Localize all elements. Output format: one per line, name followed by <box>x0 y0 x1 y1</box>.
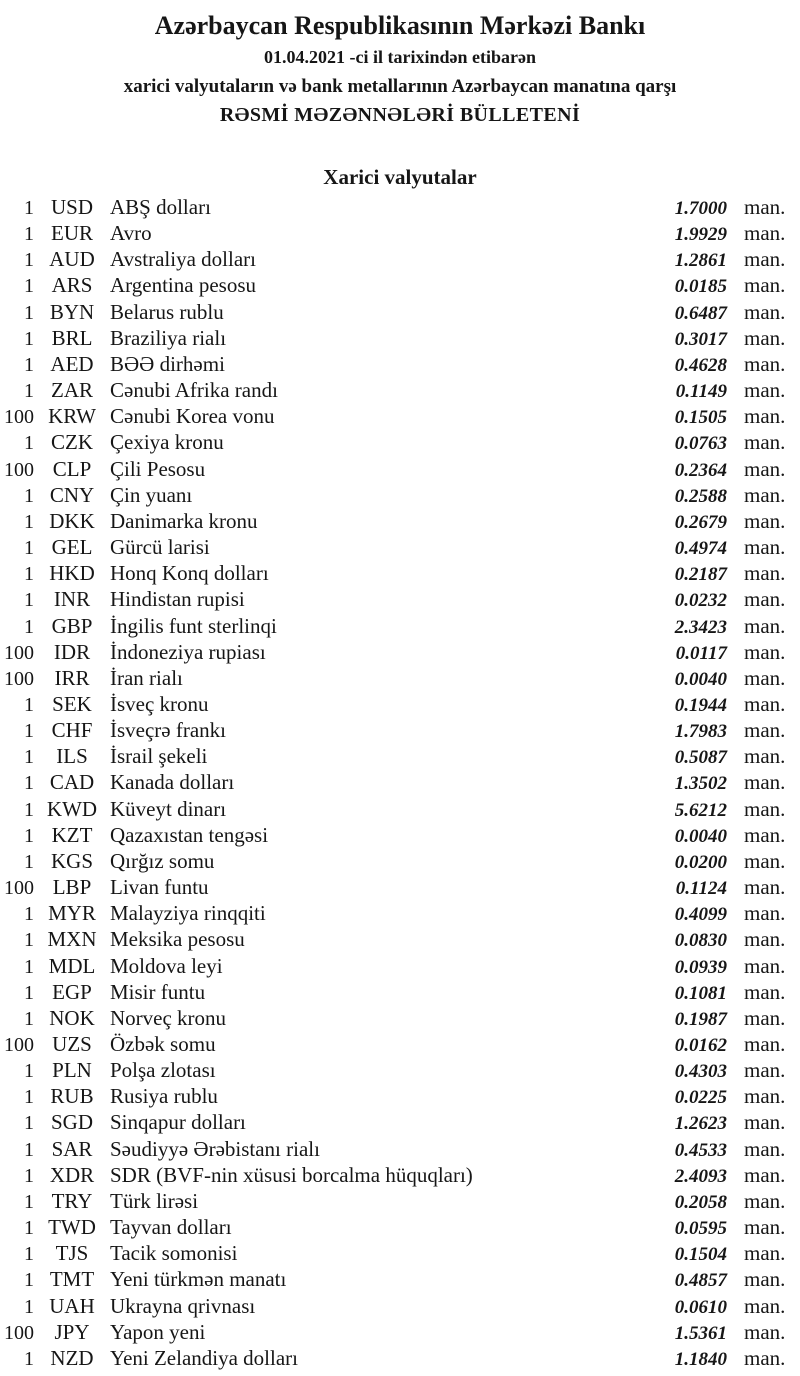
unit-label: man. <box>744 822 786 847</box>
rate-value: 0.0830 <box>674 930 727 952</box>
rate-value: 0.1504 <box>674 1244 727 1266</box>
quantity: 1 <box>24 720 34 743</box>
unit-label: man. <box>744 456 786 481</box>
rate-value: 0.1124 <box>675 878 727 900</box>
currency-name: Honq Konq dolları <box>110 561 269 586</box>
rate-row <box>0 508 800 534</box>
currency-name: Özbək somu <box>110 1032 216 1056</box>
quantity: 1 <box>24 589 34 612</box>
rate-row <box>0 926 800 952</box>
rate-value: 0.1149 <box>675 381 727 403</box>
rate-value: 5.6212 <box>674 799 727 821</box>
currency-code: CHF <box>51 718 93 743</box>
currency-code: DKK <box>49 508 95 533</box>
rate-row <box>0 900 800 926</box>
rate-row <box>0 403 800 429</box>
quantity: 1 <box>24 563 34 586</box>
quantity: 100 <box>4 641 34 664</box>
rate-row <box>0 194 800 220</box>
subject-line: xarici valyutaların və bank metallarının Azərbaycan manatına qarşı <box>123 76 677 97</box>
currency-name: BƏƏ dirhəmi <box>110 351 225 376</box>
currency-name: Meksika pesosu <box>110 927 245 952</box>
effective-date-line: 01.04.2021 -ci il tarixindən etibarən <box>264 47 536 67</box>
rate-value: 0.0939 <box>674 956 727 978</box>
rate-row <box>0 325 800 351</box>
currency-code: TWD <box>48 1215 96 1240</box>
rate-value: 1.3502 <box>674 773 727 795</box>
unit-label: man. <box>744 953 786 978</box>
rate-value: 0.4533 <box>674 1139 727 1161</box>
quantity: 1 <box>24 929 34 952</box>
document-header <box>0 0 800 129</box>
currency-code: KWD <box>46 796 98 821</box>
rate-row <box>0 482 800 508</box>
unit-label: man. <box>744 691 786 716</box>
currency-code: UZS <box>52 1032 92 1056</box>
quantity: 1 <box>24 798 34 821</box>
quantity: 100 <box>4 1321 34 1344</box>
currency-name: Malayziya rinqqiti <box>110 901 266 926</box>
rate-value: 0.3017 <box>674 328 727 350</box>
currency-code: IDR <box>53 639 91 664</box>
currency-name: Yeni türkmən manatı <box>110 1267 287 1292</box>
quantity: 100 <box>4 458 34 481</box>
rate-row <box>0 351 800 377</box>
currency-name: Tayvan dolları <box>110 1215 232 1240</box>
unit-label: man. <box>744 587 786 612</box>
rate-value: 1.7983 <box>674 721 727 743</box>
quantity: 1 <box>24 223 34 246</box>
quantity: 1 <box>24 903 34 926</box>
quantity: 100 <box>4 1034 34 1056</box>
quantity: 1 <box>24 249 34 272</box>
quantity: 1 <box>24 353 34 376</box>
rate-value: 0.0200 <box>674 851 727 873</box>
quantity: 1 <box>24 301 34 324</box>
rate-value: 0.0232 <box>674 590 727 612</box>
currency-name: Ukrayna qrivnası <box>110 1293 256 1318</box>
rate-value: 0.4303 <box>674 1061 727 1083</box>
rate-value: 0.0185 <box>674 276 727 298</box>
unit-label: man. <box>744 665 786 690</box>
unit-label: man. <box>744 1241 786 1266</box>
quantity: 1 <box>24 850 34 873</box>
rate-value: 0.5087 <box>674 747 727 769</box>
rate-row <box>0 979 800 1005</box>
quantity: 1 <box>24 1217 34 1240</box>
unit-label: man. <box>744 796 786 821</box>
rate-row <box>0 560 800 586</box>
quantity: 1 <box>24 1086 34 1109</box>
currency-code: CZK <box>51 430 93 455</box>
rate-row <box>0 874 800 900</box>
currency-name: Livan funtu <box>110 875 209 900</box>
rate-row <box>0 691 800 717</box>
currency-code: ZAR <box>51 378 93 403</box>
currency-name: Küveyt dinarı <box>110 796 227 821</box>
rate-row <box>0 1188 800 1214</box>
quantity: 100 <box>4 877 34 900</box>
unit-label: man. <box>744 299 786 324</box>
quantity: 1 <box>24 510 34 533</box>
unit-label: man. <box>744 1005 786 1030</box>
currency-name: Moldova leyi <box>110 953 223 978</box>
quantity: 100 <box>4 406 34 429</box>
rate-value: 0.2058 <box>674 1191 727 1213</box>
unit-label: man. <box>744 535 786 560</box>
quantity: 1 <box>24 1112 34 1135</box>
unit-label: man. <box>744 273 786 298</box>
quantity: 1 <box>24 432 34 455</box>
currency-code: TRY <box>51 1188 93 1213</box>
unit-label: man. <box>744 430 786 455</box>
currency-name: Avstraliya dolları <box>110 247 256 272</box>
currency-name: Kanada dolları <box>110 770 235 795</box>
quantity: 1 <box>24 772 34 795</box>
currency-name: İsveç kronu <box>110 691 209 716</box>
currency-code: ARS <box>51 273 93 298</box>
currency-code: MDL <box>48 953 96 978</box>
rate-value: 0.0162 <box>674 1035 727 1056</box>
currency-code: BRL <box>51 325 93 350</box>
rate-value: 1.2623 <box>674 1113 727 1135</box>
quantity: 1 <box>24 824 34 847</box>
unit-label: man. <box>744 1136 786 1161</box>
rate-row <box>0 769 800 795</box>
unit-label: man. <box>744 195 786 219</box>
unit-label: man. <box>744 770 786 795</box>
rate-value: 0.2364 <box>674 459 727 481</box>
unit-label: man. <box>744 378 786 403</box>
rate-value: 0.4628 <box>674 354 727 376</box>
currency-code: PLN <box>52 1058 92 1083</box>
rate-row <box>0 953 800 979</box>
currency-code: AED <box>50 351 94 376</box>
quantity: 1 <box>24 1347 34 1370</box>
rate-value: 0.0763 <box>674 433 727 455</box>
rate-row <box>0 1005 800 1031</box>
rate-row <box>0 220 800 246</box>
rate-value: 0.1505 <box>674 407 727 429</box>
unit-label: man. <box>744 221 786 246</box>
rate-value: 2.3423 <box>674 616 727 638</box>
rate-value: 0.1081 <box>674 982 727 1004</box>
currency-name: Misir funtu <box>110 979 206 1004</box>
rate-row <box>0 429 800 455</box>
quantity: 1 <box>24 1295 34 1318</box>
unit-label: man. <box>744 561 786 586</box>
currency-name: Belarus rublu <box>110 299 224 324</box>
currency-code: JPY <box>54 1319 90 1344</box>
quantity: 1 <box>24 327 34 350</box>
rate-row <box>0 1083 800 1109</box>
rate-row <box>0 613 800 639</box>
unit-label: man. <box>744 247 786 272</box>
quantity: 1 <box>24 275 34 298</box>
currency-name: Braziliya rialı <box>110 325 227 350</box>
currency-code: NZD <box>50 1345 94 1370</box>
rate-row <box>0 796 800 822</box>
currency-name: Səudiyyə Ərəbistanı rialı <box>110 1136 320 1161</box>
rate-row <box>0 1136 800 1162</box>
section-title-foreign-currencies: Xarici valyutalar <box>323 165 477 189</box>
quantity: 1 <box>24 1138 34 1161</box>
quantity: 1 <box>24 615 34 638</box>
rate-row <box>0 1319 800 1345</box>
currency-name: Çexiya kronu <box>110 430 224 455</box>
rate-row <box>0 1109 800 1135</box>
rate-row <box>0 534 800 560</box>
rate-value: 1.7000 <box>674 198 727 219</box>
currency-name: İsveçrə frankı <box>110 718 227 743</box>
unit-label: man. <box>744 639 786 664</box>
rate-value: 0.0040 <box>674 668 727 690</box>
currency-name: Sinqapur dolları <box>110 1110 246 1135</box>
rate-value: 0.0117 <box>675 642 727 664</box>
currency-name: Tacik somonisi <box>110 1241 238 1266</box>
currency-code: KZT <box>51 822 93 847</box>
currency-code: KRW <box>48 404 96 429</box>
unit-label: man. <box>744 744 786 769</box>
rate-value: 2.4093 <box>674 1165 727 1187</box>
rate-value: 0.0040 <box>674 825 727 847</box>
currency-code: MYR <box>48 901 96 926</box>
currency-code: SEK <box>52 691 92 716</box>
unit-label: man. <box>744 613 786 638</box>
rate-row <box>0 586 800 612</box>
rate-value: 0.4857 <box>674 1270 727 1292</box>
currency-code: NOK <box>49 1005 95 1030</box>
rate-row <box>0 1214 800 1240</box>
unit-label: man. <box>744 1162 786 1187</box>
currency-code: AUD <box>49 247 95 272</box>
rate-value: 0.4974 <box>674 538 727 560</box>
exchange-rates-table <box>0 194 800 1371</box>
quantity: 1 <box>24 197 34 219</box>
quantity: 1 <box>24 981 34 1004</box>
currency-name: Avro <box>110 221 152 246</box>
rate-row <box>0 1345 800 1371</box>
quantity: 1 <box>24 1060 34 1083</box>
currency-name: Yeni Zelandiya dolları <box>110 1345 298 1370</box>
rate-value: 0.6487 <box>674 302 727 324</box>
rate-row <box>0 1240 800 1266</box>
currency-name: Polşa zlotası <box>110 1058 216 1083</box>
currency-code: BYN <box>49 299 95 324</box>
currency-code: EGP <box>52 979 92 1004</box>
unit-label: man. <box>744 1058 786 1083</box>
rate-row <box>0 639 800 665</box>
currency-code: UAH <box>49 1293 95 1318</box>
quantity: 1 <box>24 1164 34 1187</box>
currency-code: ILS <box>56 744 88 769</box>
rate-row <box>0 1057 800 1083</box>
currency-name: Cənubi Korea vonu <box>110 404 275 429</box>
quantity: 1 <box>24 1190 34 1213</box>
currency-name: Cənubi Afrika randı <box>110 378 278 403</box>
currency-name: Qırğız somu <box>110 848 215 873</box>
rate-value: 0.4099 <box>674 904 727 926</box>
currency-code: TJS <box>55 1241 89 1266</box>
unit-label: man. <box>744 718 786 743</box>
currency-code: SGD <box>50 1110 93 1135</box>
currency-name: Qazaxıstan tengəsi <box>110 822 269 847</box>
quantity: 1 <box>24 955 34 978</box>
currency-name: Argentina pesosu <box>110 273 257 298</box>
rate-value: 1.2861 <box>674 250 727 272</box>
bank-name-title: Azərbaycan Respublikasının Mərkəzi Bankı <box>154 11 646 40</box>
rate-row <box>0 246 800 272</box>
currency-code: USD <box>50 195 93 219</box>
currency-code: CLP <box>52 456 92 481</box>
bulletin-title: RƏSMİ MƏZƏNNƏLƏRİ BÜLLETENİ <box>219 104 581 126</box>
rate-value: 0.2588 <box>674 485 727 507</box>
rate-row <box>0 377 800 403</box>
rate-row <box>0 456 800 482</box>
currency-code: TMT <box>49 1267 95 1292</box>
rate-value: 1.9929 <box>674 224 727 246</box>
unit-label: man. <box>744 1293 786 1318</box>
rate-value: 0.0225 <box>674 1087 727 1109</box>
unit-label: man. <box>744 1215 786 1240</box>
currency-name: İndoneziya rupiası <box>110 639 266 664</box>
unit-label: man. <box>744 1084 786 1109</box>
quantity: 1 <box>24 1007 34 1030</box>
rate-value: 0.1944 <box>674 694 727 716</box>
unit-label: man. <box>744 508 786 533</box>
rate-value: 0.0610 <box>674 1296 727 1318</box>
unit-label: man. <box>744 901 786 926</box>
quantity: 1 <box>24 746 34 769</box>
quantity: 1 <box>24 537 34 560</box>
currency-code: MXN <box>47 927 97 952</box>
unit-label: man. <box>744 404 786 429</box>
unit-label: man. <box>744 1345 786 1370</box>
unit-label: man. <box>744 482 786 507</box>
rate-row <box>0 717 800 743</box>
quantity: 1 <box>24 1243 34 1266</box>
rate-value: 0.1987 <box>674 1008 727 1030</box>
currency-code: LBP <box>52 875 92 900</box>
unit-label: man. <box>744 1032 786 1056</box>
rate-row <box>0 1162 800 1188</box>
currency-code: XDR <box>49 1162 95 1187</box>
unit-label: man. <box>744 927 786 952</box>
rate-value: 1.1840 <box>674 1348 727 1370</box>
rate-row <box>0 272 800 298</box>
rate-row <box>0 1293 800 1319</box>
rate-row <box>0 848 800 874</box>
quantity: 1 <box>24 693 34 716</box>
quantity: 1 <box>24 484 34 507</box>
unit-label: man. <box>744 1110 786 1135</box>
currency-name: Türk lirəsi <box>110 1188 199 1213</box>
currency-code: HKD <box>49 561 95 586</box>
unit-label: man. <box>744 848 786 873</box>
unit-label: man. <box>744 979 786 1004</box>
rate-value: 1.5361 <box>674 1322 727 1344</box>
rate-row <box>0 1031 800 1057</box>
currency-code: INR <box>53 587 91 612</box>
currency-code: CNY <box>49 482 95 507</box>
currency-name: Danimarka kronu <box>110 508 258 533</box>
quantity: 100 <box>4 667 34 690</box>
rate-row <box>0 822 800 848</box>
unit-label: man. <box>744 1267 786 1292</box>
currency-name: Çin yuanı <box>110 482 193 507</box>
currency-name: SDR (BVF-nin xüsusi borcalma hüquqları) <box>110 1162 473 1187</box>
currency-name: Rusiya rublu <box>110 1084 218 1109</box>
currency-name: İsrail şekeli <box>110 744 208 769</box>
currency-name: ABŞ dolları <box>110 195 211 219</box>
rate-row <box>0 665 800 691</box>
currency-code: RUB <box>50 1084 94 1109</box>
unit-label: man. <box>744 1188 786 1213</box>
currency-name: Norveç kronu <box>110 1005 227 1030</box>
currency-name: İran rialı <box>110 665 183 690</box>
rate-row <box>0 299 800 325</box>
currency-code: EUR <box>51 221 93 246</box>
currency-name: Hindistan rupisi <box>110 587 245 612</box>
rate-value: 0.2187 <box>674 564 727 586</box>
currency-code: KGS <box>50 848 93 873</box>
currency-name: İngilis funt sterlinqi <box>110 613 277 638</box>
currency-code: SAR <box>51 1136 93 1161</box>
quantity: 1 <box>24 1269 34 1292</box>
currency-code: GEL <box>51 535 93 560</box>
rate-value: 0.0595 <box>674 1218 727 1240</box>
quantity: 1 <box>24 380 34 403</box>
unit-label: man. <box>744 351 786 376</box>
currency-code: GBP <box>51 613 93 638</box>
rate-value: 0.2679 <box>674 511 727 533</box>
unit-label: man. <box>744 875 786 900</box>
currency-code: CAD <box>49 770 95 795</box>
unit-label: man. <box>744 325 786 350</box>
unit-label: man. <box>744 1319 786 1344</box>
currency-code: IRR <box>54 665 90 690</box>
currency-name: Gürcü larisi <box>110 535 210 560</box>
currency-name: Yapon yeni <box>110 1319 206 1344</box>
rate-row <box>0 743 800 769</box>
currency-name: Çili Pesosu <box>110 456 206 481</box>
rate-row <box>0 1266 800 1292</box>
